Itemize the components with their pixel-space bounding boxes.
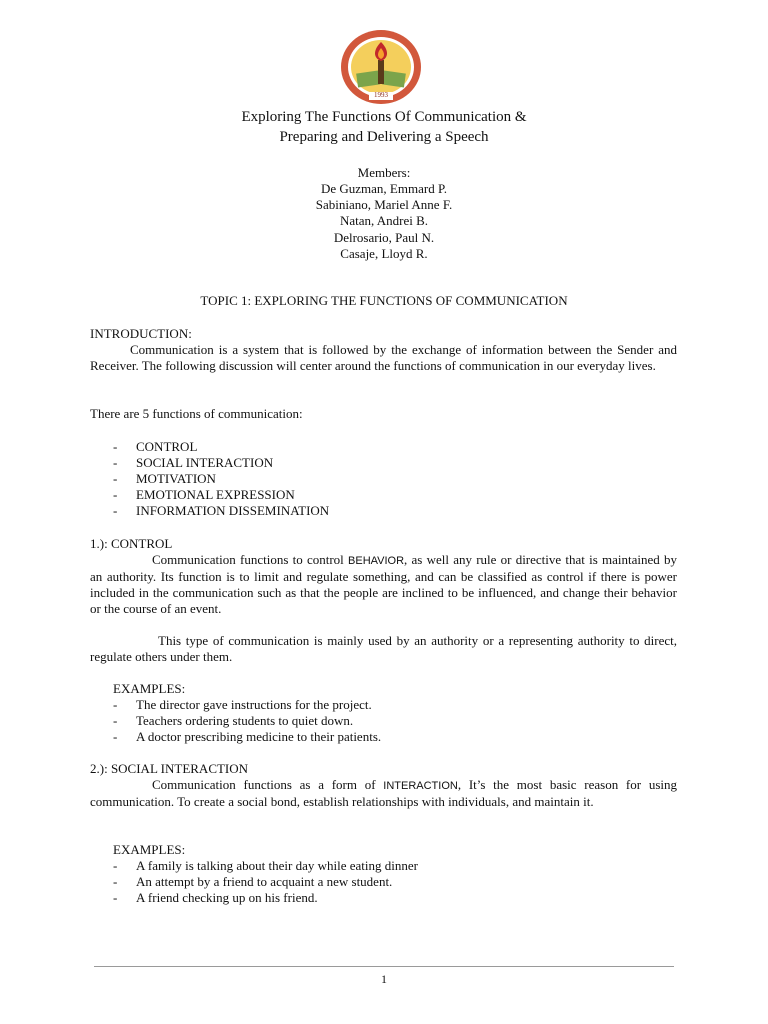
member-name: Sabiniano, Mariel Anne F. (315, 197, 453, 212)
function-item: INFORMATION DISSEMINATION (136, 503, 330, 518)
school-logo (339, 28, 423, 106)
example-item: A doctor prescribing medicine to their patients. (136, 729, 382, 744)
function-item: EMOTIONAL EXPRESSION (136, 487, 295, 502)
page-number: 1 (381, 972, 387, 986)
member-name: Delrosario, Paul N. (333, 230, 435, 245)
example-item: Teachers ordering students to quiet down. (136, 713, 354, 728)
list-dash: - (113, 890, 118, 905)
control-paragraph-2: This type of communication is mainly used by an authority or a representing authority to direct, regulate others under them. (90, 633, 677, 664)
topic-heading: TOPIC 1: EXPLORING THE FUNCTIONS OF COMMUNICATION (200, 293, 568, 308)
member-name: De Guzman, Emmard P. (320, 181, 447, 196)
document-title-line2: Preparing and Delivering a Speech (279, 129, 489, 145)
example-item: An attempt by a friend to acquaint a new student. (136, 874, 393, 889)
footer-rule (94, 966, 674, 967)
example-item: The director gave instructions for the project. (136, 697, 372, 712)
member-name: Casaje, Lloyd R. (340, 246, 428, 261)
list-dash: - (113, 471, 118, 486)
intro-heading: INTRODUCTION: (90, 326, 192, 341)
function-item: CONTROL (136, 439, 198, 454)
social-examples-heading: EXAMPLES: (113, 842, 186, 857)
social-paragraph: Communication functions as a form of INTERACTION, It’s the most basic reason for using communication. To create a social bond, establish relationships with individuals, and maintain it. (90, 777, 677, 809)
control-paragraph: Communication functions to control BEHAVIOR, as well any rule or directive that is maintained by an authority. Its function is to limit and regulate something, and can be classified as control if there is power included in the communication such as that the people are inclined to be influenced, and change their behavior or the course of an event. (90, 552, 678, 616)
function-item: SOCIAL INTERACTION (136, 455, 274, 470)
example-item: A family is talking about their day while eating dinner (136, 858, 418, 873)
control-examples-heading: EXAMPLES: (113, 681, 186, 696)
functions-lead: There are 5 functions of communication: (90, 406, 303, 421)
logo-year: 1993 (374, 91, 388, 99)
list-dash: - (113, 697, 118, 712)
function-item: MOTIVATION (136, 471, 216, 486)
list-dash: - (113, 439, 118, 454)
intro-paragraph: Communication is a system that is followed by the exchange of information between the Sender and Receiver. The following discussion will center around the functions of communication in our everyday lives. (90, 342, 677, 373)
list-dash: - (113, 503, 118, 518)
social-term: INTERACTION (383, 780, 458, 792)
list-dash: - (113, 487, 118, 502)
list-dash: - (113, 713, 118, 728)
list-dash: - (113, 455, 118, 470)
members-heading: Members: (357, 165, 411, 180)
control-heading: 1.): CONTROL (90, 536, 173, 551)
list-dash: - (113, 729, 118, 744)
list-dash: - (113, 858, 118, 873)
control-term: BEHAVIOR (348, 555, 405, 567)
list-dash: - (113, 874, 118, 889)
example-item: A friend checking up on his friend. (136, 890, 318, 905)
member-name: Natan, Andrei B. (339, 213, 429, 228)
social-heading: 2.): SOCIAL INTERACTION (90, 761, 249, 776)
document-title-line1: Exploring The Functions Of Communication & (241, 109, 527, 125)
